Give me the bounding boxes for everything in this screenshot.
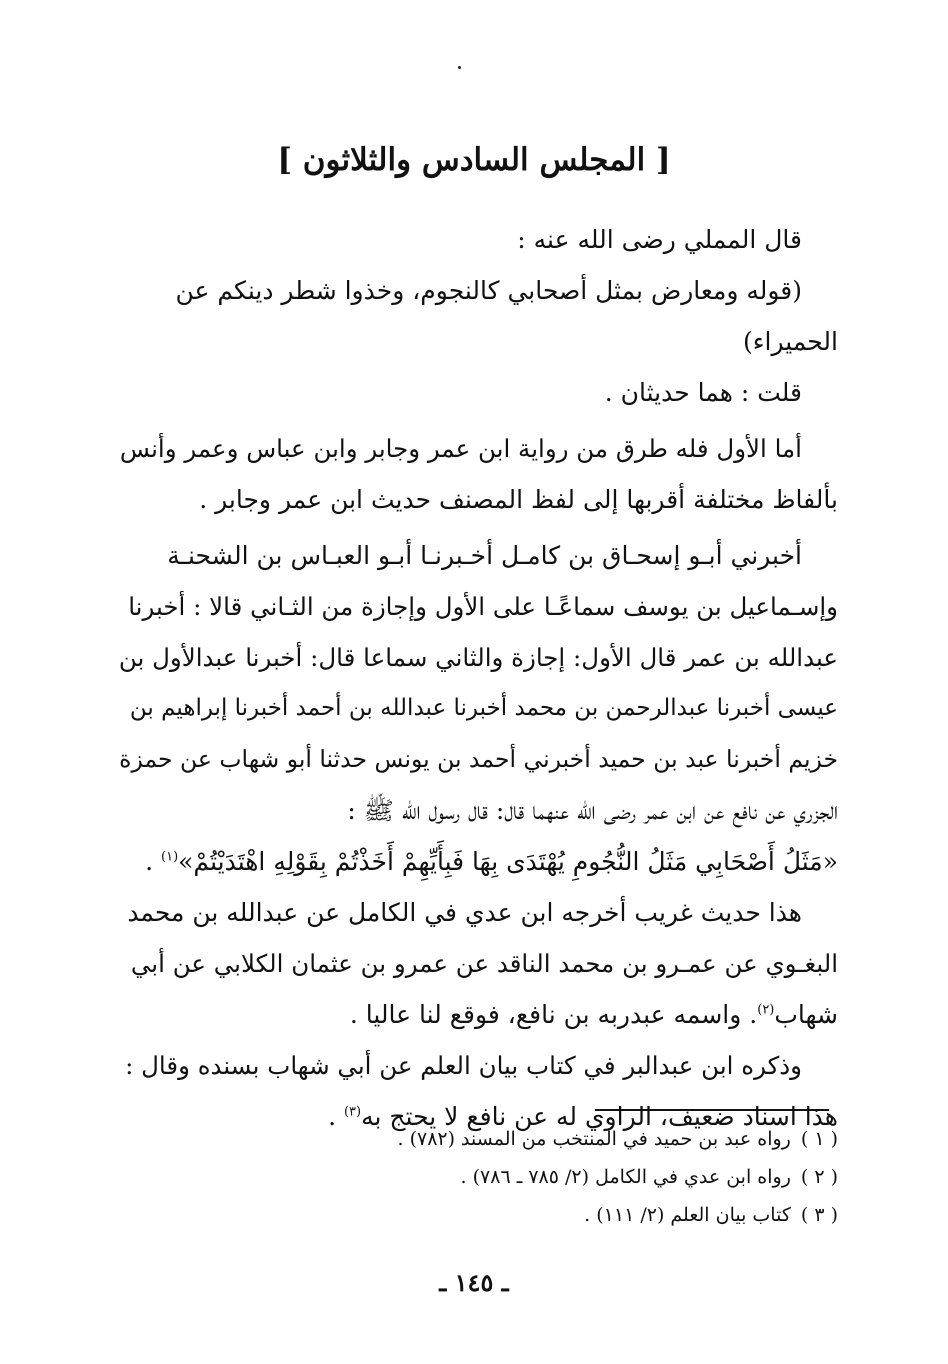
- footnote: [118, 1158, 838, 1196]
- text-span: هذا اسناد ضعيف، الراوي له عن نافع لا يحتج به: [361, 1102, 838, 1131]
- quoted-statement-line: (قوله ومعارض بمثل أصحابي كالنجوم، وخذوا شطر دينكم عن: [175, 276, 802, 305]
- dust-speck: [458, 66, 461, 69]
- footnote-ref: (٣): [343, 1104, 362, 1120]
- footnote-number: ( ١ ): [800, 1128, 838, 1150]
- text-line: هذا حديث غريب أخرجه ابن عدي في الكامل عن عبدالله بن محمد: [127, 898, 802, 927]
- hadith-end: .: [145, 847, 161, 876]
- isnad-line: أخبرني أبـو إسحـاق بن كامـل أخـبرنـا أبـو العبـاس بن الشحنـة: [167, 541, 802, 570]
- text-line: بألفاظ مختلفة أقربها إلى لفظ المصنف حديث ابن عمر وجابر .: [199, 485, 838, 514]
- main-text: [118, 214, 838, 1142]
- isnad-line: عيسى أخبرنا عبدالرحمن بن محمد أخبرنا عبدالله بن أحمد أخبرنا إبراهيم بن: [129, 695, 838, 721]
- session-heading: [ المجلس السادس والثلاثون ]: [277, 142, 671, 178]
- text-line: قال المملي رضى الله عنه :: [517, 225, 802, 254]
- isnad-line: خزيم أخبرنا عبد بن حميد أخبرني أحمد بن يونس حدثنا أبو شهاب عن حمزة: [119, 745, 838, 773]
- isnad-line: وإسـماعيل بن يوسف سماعًـا على الأول وإجازة من الثـاني قالا : أخبرنا: [128, 592, 838, 621]
- footnote-divider: [595, 1109, 829, 1111]
- text-span: شهاب: [774, 1000, 838, 1029]
- quoted-statement-line: الحميراء): [743, 327, 838, 356]
- text-span: . واسمه عبدربه بن نافع، فوقع لنا عاليا .: [349, 1000, 758, 1029]
- page-number: ـ ١٤٥ ـ: [439, 1268, 509, 1297]
- footnote-number: ( ٢ ): [800, 1166, 838, 1188]
- hadith-text-line: [118, 836, 838, 887]
- text-line: أما الأول فله طرق من رواية ابن عمر وجابر وابن عباس وعمر وأنس: [119, 434, 802, 463]
- text-line: قلت : هما حديثان .: [604, 378, 802, 407]
- footnote-number: ( ٣ ): [800, 1204, 838, 1226]
- text-line: البغـوي عن عمـرو بن محمد الناقد عن عمرو بن عثمان الكلابي عن أبي: [130, 949, 838, 978]
- isnad-line: الجزري عن نافع عن ابن عمر رضى الله عنهما قال: قال رسول الله ﷺ :: [347, 796, 838, 825]
- text-line: [118, 989, 838, 1040]
- footnote-ref: (٢): [757, 1002, 775, 1018]
- isnad-line: عبدالله بن عمر قال الأول: إجازة والثاني سماعا قال: أخبرنا عبدالأول بن: [118, 643, 838, 672]
- footnote-text: رواه عبد بن حميد في المنتخب من المسند (٧٨٢) .: [397, 1128, 791, 1150]
- footnote: [118, 1196, 838, 1234]
- footnote-ref: (١): [161, 849, 179, 865]
- footnote-text: رواه ابن عدي في الكامل (٢/ ٧٨٥ ـ ٧٨٦) .: [460, 1166, 791, 1188]
- footnote-text: كتاب بيان العلم (٢/ ١١١) .: [584, 1204, 791, 1226]
- hadith-text: «مَثَلُ أَصْحَابِي مَثَلُ النُّجُومِ يُهْتَدَى بِهَا فَبِأَيِّهِمْ أَخَذْتُمْ بِقَوْلِهِ اهْتَدَيْتُمْ»: [178, 847, 838, 876]
- text-span: .: [328, 1102, 344, 1131]
- footnotes: [118, 1120, 838, 1234]
- footnote: [118, 1120, 838, 1158]
- text-line: وذكره ابن عبدالبر في كتاب بيان العلم عن أبي شهاب بسنده وقال :: [125, 1051, 802, 1080]
